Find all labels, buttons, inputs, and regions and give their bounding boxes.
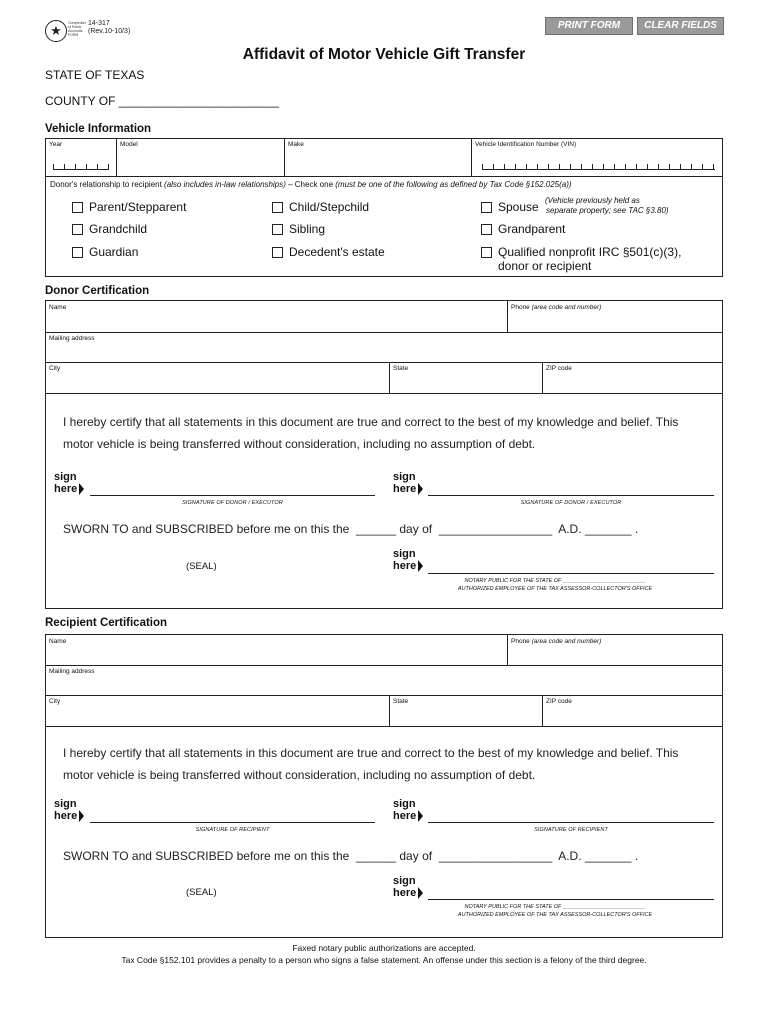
option-sibling[interactable] — [272, 222, 325, 236]
recipient-row-divider — [45, 726, 723, 727]
footer-penalty-note: Tax Code §152.101 provides a penalty to a person who signs a false statement. An offense under this section is a felony of the third degree. — [121, 955, 647, 965]
guardian-label: Guardian — [89, 245, 139, 259]
donor-mailing-label: Mailing address — [49, 335, 95, 342]
here-word: here — [393, 886, 417, 899]
recipient-mailing-label: Mailing address — [49, 668, 95, 675]
donor-section-title: Donor Certification — [45, 285, 150, 297]
recipient-notary-caption — [400, 903, 710, 919]
sign-arrow-icon — [418, 810, 423, 822]
sign-word: sign — [54, 471, 77, 483]
sign-word: sign — [393, 875, 416, 887]
sign-word: sign — [393, 548, 416, 560]
notary-line2: AUTHORIZED EMPLOYEE OF THE TAX ASSESSOR-COLLECTOR'S OFFICE — [457, 586, 653, 592]
sign-word: sign — [54, 798, 77, 810]
donor-phone-input[interactable] — [508, 312, 722, 331]
form-revision: (Rev.10-10/3) — [88, 28, 131, 35]
recipient-zip-label: ZIP code — [546, 698, 572, 705]
recipient-row-divider — [45, 695, 723, 696]
footer-fax-note: Faxed notary public authorizations are accepted. — [292, 943, 476, 953]
decedent-checkbox[interactable] — [272, 247, 283, 258]
recipient-city-input[interactable] — [46, 706, 388, 725]
donor-row-divider — [45, 332, 723, 333]
donor-cert-line1: I hereby certify that all statements in this document are true and correct to the best of my knowledge and belief. This — [63, 415, 679, 429]
child-checkbox[interactable] — [272, 202, 283, 213]
recipient-cert-line2: motor vehicle is being transferred without consideration, including no assumption of debt. — [63, 768, 536, 782]
sign-word: sign — [393, 798, 416, 810]
sibling-checkbox[interactable] — [272, 224, 283, 235]
clear-fields-button[interactable]: CLEAR FIELDS — [637, 17, 724, 35]
form-number: 14-317 — [88, 20, 110, 27]
grandparent-checkbox[interactable] — [481, 224, 492, 235]
option-guardian[interactable] — [72, 245, 138, 259]
recipient-zip-input[interactable] — [543, 706, 722, 725]
donor-row-divider — [45, 393, 723, 394]
texas-seal-logo: ★ — [45, 20, 67, 42]
option-parent[interactable] — [72, 200, 186, 214]
model-label: Model — [120, 141, 138, 148]
sign-arrow-icon — [418, 483, 423, 495]
sign-arrow-icon — [79, 483, 84, 495]
recipient-phone-input[interactable] — [508, 646, 722, 664]
recipient-cert-text — [63, 742, 678, 786]
spouse-checkbox[interactable] — [481, 202, 492, 213]
recipient-name-input[interactable] — [46, 646, 506, 664]
vehicle-col-divider — [471, 138, 472, 176]
print-form-button[interactable]: PRINT FORM — [545, 17, 633, 35]
donor-phone-text: Phone — [511, 304, 530, 311]
recipient-city-label: City — [49, 698, 61, 705]
donor-cert-line2: motor vehicle is being transferred without consideration, including no assumption of debt. — [63, 437, 536, 451]
option-spouse[interactable] — [481, 200, 539, 214]
recipient-phone-label — [511, 638, 601, 645]
relationship-mid: – Check one — [285, 180, 336, 189]
here-word: here — [54, 809, 78, 822]
grandparent-label: Grandparent — [498, 222, 566, 236]
vin-label: Vehicle Identification Number (VIN) — [475, 141, 577, 148]
here-word: here — [393, 482, 417, 495]
donor-sign-here-2 — [393, 472, 423, 495]
donor-state-label: State — [393, 365, 409, 372]
donor-state-input[interactable] — [390, 373, 541, 392]
donor-zip-label: ZIP code — [546, 365, 572, 372]
donor-seal: (SEAL) — [186, 561, 217, 572]
relationship-taxcode-note: (must be one of the following as defined by Tax Code §152.025(a)) — [335, 180, 572, 189]
recipient-row-divider — [45, 665, 723, 666]
vehicle-section-title: Vehicle Information — [45, 123, 152, 135]
spouse-note-line2: separate property; see TAC §3.80) — [546, 206, 669, 215]
relationship-instruction — [50, 180, 720, 189]
nonprofit-label: Qualified nonprofit IRC §501(c)(3), — [498, 245, 682, 259]
parent-label: Parent/Stepparent — [89, 200, 187, 214]
option-decedent[interactable] — [272, 245, 385, 259]
county-line[interactable]: COUNTY OF ________________________ — [45, 94, 279, 108]
donor-zip-input[interactable] — [543, 373, 722, 392]
sign-word: sign — [393, 471, 416, 483]
option-nonprofit[interactable] — [481, 245, 681, 259]
here-word: here — [393, 559, 417, 572]
vehicle-divider — [45, 176, 723, 177]
recipient-signature-caption-1: SIGNATURE OF RECIPIENT — [195, 827, 270, 833]
sign-arrow-icon — [79, 810, 84, 822]
donor-mailing-input[interactable] — [46, 343, 722, 361]
make-input[interactable] — [284, 150, 471, 175]
relationship-inlaw-note: (also includes in-law relationships) — [164, 180, 286, 189]
recipient-name-label: Name — [49, 638, 67, 645]
form-number-block — [88, 20, 130, 36]
comptroller-text: Comptroller of Public Accounts FORM — [68, 21, 87, 37]
recipient-signature-caption-2: SIGNATURE OF RECIPIENT — [534, 827, 608, 833]
year-label: Year — [49, 141, 63, 148]
sign-arrow-icon — [418, 887, 423, 899]
grandchild-label: Grandchild — [89, 222, 148, 236]
donor-signature-caption-1: SIGNATURE OF DONOR / EXECUTOR — [182, 500, 283, 506]
recipient-section-title: Recipient Certification — [45, 617, 168, 629]
option-child[interactable] — [272, 200, 369, 214]
donor-name-label: Name — [49, 304, 67, 311]
relationship-prefix: Donor's relationship to recipient — [50, 180, 165, 189]
recipient-seal: (SEAL) — [186, 887, 217, 898]
recipient-notary-signature-line[interactable] — [428, 899, 714, 900]
notary-line2: AUTHORIZED EMPLOYEE OF THE TAX ASSESSOR-COLLECTOR'S OFFICE — [457, 912, 653, 918]
make-label: Make — [288, 141, 304, 148]
option-grandparent[interactable] — [481, 222, 565, 236]
state-line: STATE OF TEXAS — [45, 68, 145, 82]
donor-sworn-text[interactable]: SWORN TO and SUBSCRIBED before me on this the ______ day of _________________ A.D. _______ . — [63, 522, 639, 536]
sibling-label: Sibling — [289, 222, 326, 236]
recipient-sign-here-1 — [54, 799, 84, 822]
donor-phone-note: (area code and number) — [531, 304, 602, 311]
recipient-notary-sign-here — [393, 876, 423, 899]
model-input[interactable] — [116, 150, 284, 175]
recipient-state-label: State — [393, 698, 409, 705]
recipient-cert-line1: I hereby certify that all statements in this document are true and correct to the best of my knowledge and belief. This — [63, 746, 679, 760]
donor-signature-line-2[interactable] — [428, 495, 714, 496]
donor-notary-caption — [400, 577, 710, 593]
recipient-state-input[interactable] — [390, 706, 541, 725]
donor-notary-signature-line[interactable] — [428, 573, 714, 574]
recipient-mailing-input[interactable] — [46, 676, 722, 694]
nonprofit-checkbox[interactable] — [481, 247, 492, 258]
here-word: here — [54, 482, 78, 495]
page-title: Affidavit of Motor Vehicle Gift Transfer — [242, 46, 526, 63]
here-word: here — [393, 809, 417, 822]
donor-phone-label — [511, 304, 601, 311]
grandchild-checkbox[interactable] — [72, 224, 83, 235]
decedent-label: Decedent's estate — [289, 245, 385, 259]
nonprofit-label-line2: donor or recipient — [498, 259, 592, 273]
parent-checkbox[interactable] — [72, 202, 83, 213]
donor-cert-text — [63, 411, 678, 455]
sign-arrow-icon — [418, 560, 423, 572]
recipient-signature-line-1[interactable] — [90, 822, 375, 823]
donor-sign-here-1 — [54, 472, 84, 495]
child-label: Child/Stepchild — [289, 200, 370, 214]
donor-signature-caption-2: SIGNATURE OF DONOR / EXECUTOR — [520, 500, 622, 506]
spouse-note-line1: (Vehicle previously held as — [545, 196, 640, 205]
notary-line1: NOTARY PUBLIC FOR THE STATE OF ___________________________ — [464, 904, 646, 910]
donor-city-label: City — [49, 365, 61, 372]
donor-notary-sign-here — [393, 549, 423, 572]
donor-name-input[interactable] — [46, 312, 506, 331]
recipient-sworn-text[interactable]: SWORN TO and SUBSCRIBED before me on this the ______ day of _________________ A.D. _______ . — [63, 849, 639, 863]
spouse-label: Spouse — [498, 200, 539, 214]
notary-line1: NOTARY PUBLIC FOR THE STATE OF ___________________________ — [464, 578, 646, 584]
donor-row-divider — [45, 362, 723, 363]
option-grandchild[interactable] — [72, 222, 147, 236]
recipient-phone-text: Phone — [511, 638, 530, 645]
year-input[interactable] — [53, 164, 109, 170]
guardian-checkbox[interactable] — [72, 247, 83, 258]
recipient-sign-here-2 — [393, 799, 423, 822]
spouse-note — [545, 196, 669, 216]
donor-city-input[interactable] — [46, 373, 388, 392]
recipient-signature-line-2[interactable] — [428, 822, 714, 823]
donor-signature-line-1[interactable] — [90, 495, 375, 496]
recipient-phone-note: (area code and number) — [531, 638, 602, 645]
vin-input[interactable] — [482, 164, 715, 170]
